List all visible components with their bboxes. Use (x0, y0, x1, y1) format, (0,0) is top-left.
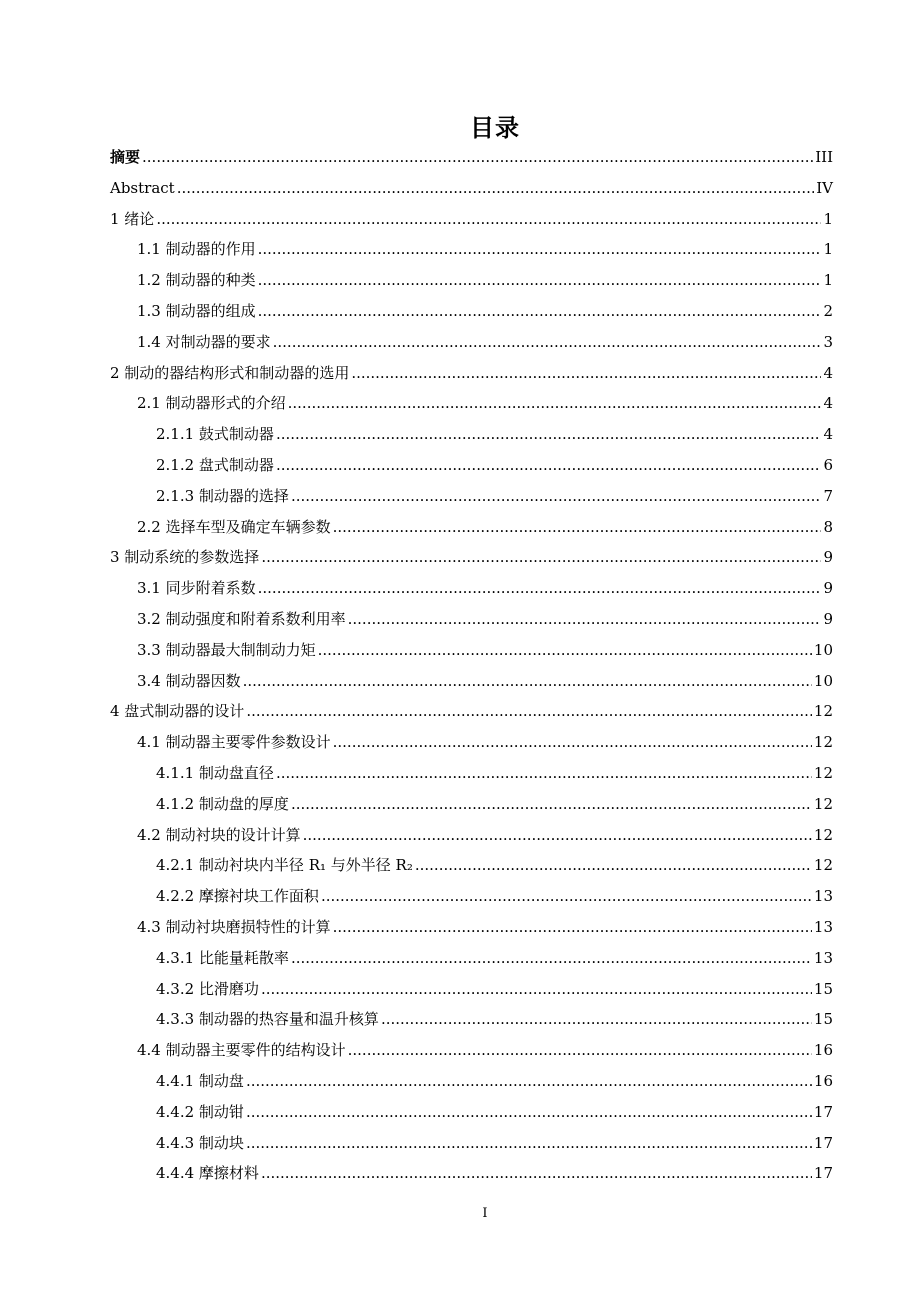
toc-entry-page: 9 (823, 548, 833, 567)
toc-entry-page: 12 (813, 764, 833, 782)
toc-leader-dots (261, 1160, 812, 1186)
toc-entry[interactable] (137, 668, 833, 694)
toc-entry-title: 4.2.2 摩擦衬块工作面积 (156, 887, 319, 906)
toc-leader-dots (415, 852, 812, 878)
toc-leader-dots (351, 360, 821, 386)
toc-entry-title: 4.4 制动器主要零件的结构设计 (137, 1041, 346, 1060)
toc-entry-title: 4.1.1 制动盘直径 (156, 764, 274, 782)
toc-entry[interactable] (137, 575, 833, 601)
toc-entry-page: 17 (813, 1133, 833, 1152)
toc-entry-page: 2 (823, 302, 833, 320)
toc-leader-dots (142, 144, 813, 170)
toc-entry-title: 摘要 (110, 148, 141, 166)
toc-leader-dots (273, 329, 822, 355)
toc-leader-dots (291, 483, 822, 509)
page-number: I (482, 1206, 488, 1221)
toc-leader-dots (276, 421, 822, 447)
toc-entry[interactable] (156, 1006, 833, 1032)
toc-entry-title: 4.4.3 制动块 (156, 1133, 244, 1152)
toc-entry-title: 4.2 制动衬块的设计计算 (137, 825, 301, 844)
toc-entry[interactable] (156, 1130, 833, 1156)
toc-entry-title: 4 盘式制动器的设计 (110, 702, 245, 721)
toc-leader-dots (333, 914, 812, 940)
toc-leader-dots (246, 1130, 812, 1156)
toc-entry-title: 4.3.1 比能量耗散率 (156, 948, 289, 967)
toc-entry-page: 1 (823, 240, 833, 259)
toc-entry[interactable] (156, 452, 833, 478)
toc-entry[interactable] (137, 329, 833, 355)
toc-entry-page: 9 (823, 610, 833, 628)
toc-entry-page: 13 (813, 887, 833, 906)
toc-entry[interactable] (156, 791, 833, 817)
toc-entry-page: 12 (813, 733, 833, 752)
toc-entry-title: 1.1 制动器的作用 (137, 240, 256, 259)
toc-entry[interactable] (137, 267, 833, 293)
toc-entry-title: 4.4.1 制动盘 (156, 1072, 244, 1090)
toc-entry-title: Abstract (110, 178, 175, 197)
toc-leader-dots (156, 206, 821, 232)
toc-entry[interactable] (110, 144, 833, 170)
toc-entry-title: 1.3 制动器的组成 (137, 302, 256, 320)
toc-entry[interactable] (156, 760, 833, 786)
toc-entry-page: 6 (823, 456, 833, 474)
toc-entry-title: 2 制动的器结构形式和制动器的选用 (110, 363, 350, 382)
toc-entry[interactable] (156, 852, 833, 878)
toc-entry-title: 1.2 制动器的种类 (137, 271, 256, 290)
toc-entry[interactable] (137, 914, 833, 940)
toc-leader-dots (291, 945, 812, 971)
toc-entry[interactable] (110, 544, 833, 570)
toc-entry[interactable] (156, 976, 833, 1002)
toc-entry-page: 10 (813, 640, 833, 659)
toc-leader-dots (288, 390, 822, 416)
toc-leader-dots (261, 976, 812, 1002)
toc-entry-title: 4.1 制动器主要零件参数设计 (137, 733, 331, 752)
toc-leader-dots (243, 668, 812, 694)
toc-entry-page: 15 (813, 1010, 833, 1029)
toc-entry[interactable] (137, 390, 833, 416)
toc-entry-page: 12 (813, 825, 833, 844)
toc-entry-page: 10 (813, 671, 833, 690)
toc-entry-title: 4.1.2 制动盘的厚度 (156, 794, 289, 813)
toc-leader-dots (258, 236, 822, 262)
toc-leader-dots (258, 298, 822, 324)
toc-entry-page: 7 (823, 486, 833, 505)
toc-entry[interactable] (137, 514, 833, 540)
toc-entry-page: 16 (813, 1072, 833, 1090)
toc-entry-page: 13 (813, 918, 833, 936)
toc-leader-dots (261, 544, 821, 570)
toc-entry[interactable] (137, 637, 833, 663)
toc-entry-page: 13 (813, 948, 833, 967)
toc-entry-title: 2.1.2 盘式制动器 (156, 456, 274, 474)
toc-leader-dots (291, 791, 812, 817)
toc-entry[interactable] (156, 421, 833, 447)
toc-entry-page: 4 (823, 425, 833, 444)
toc-leader-dots (276, 452, 822, 478)
toc-leader-dots (348, 1037, 812, 1063)
toc-leader-dots (246, 1099, 812, 1125)
toc-leader-dots (321, 883, 812, 909)
toc-entry-title: 3.2 制动强度和附着系数利用率 (137, 610, 346, 628)
toc-entry[interactable] (137, 822, 833, 848)
toc-entry-title: 4.4.4 摩擦材料 (156, 1164, 259, 1183)
toc-leader-dots (303, 822, 812, 848)
toc-leader-dots (381, 1006, 812, 1032)
toc-leader-dots (348, 606, 822, 632)
toc-entry-title: 2.1 制动器形式的介绍 (137, 394, 286, 413)
toc-entry-page: 3 (823, 332, 833, 351)
toc-entry-title: 3 制动系统的参数选择 (110, 548, 260, 567)
toc-entry-page: 17 (813, 1164, 833, 1183)
toc-entry-page: 8 (823, 517, 833, 536)
toc-entry-page: 17 (813, 1102, 833, 1121)
toc-entry-title: 4.3 制动衬块磨损特性的计算 (137, 918, 331, 936)
toc-entry[interactable] (156, 883, 833, 909)
toc-entry-page: 16 (813, 1041, 833, 1060)
toc-leader-dots (177, 175, 815, 201)
toc-entry[interactable] (137, 729, 833, 755)
toc-entry-title: 4.4.2 制动钳 (156, 1102, 244, 1121)
toc-entry-page: 1 (823, 209, 833, 228)
toc-entry-title: 3.4 制动器因数 (137, 671, 241, 690)
toc-leader-dots (276, 760, 812, 786)
toc-entry[interactable] (137, 1037, 833, 1063)
toc-entry[interactable] (156, 1160, 833, 1186)
toc-leader-dots (333, 514, 822, 540)
toc-entry[interactable] (110, 360, 833, 386)
toc-entry-page: 12 (813, 794, 833, 813)
toc-leader-dots (258, 267, 822, 293)
toc-entry[interactable] (156, 483, 833, 509)
toc-entry-title: 2.1.3 制动器的选择 (156, 486, 289, 505)
toc-entry-page: 15 (813, 979, 833, 998)
toc-entry[interactable] (137, 298, 833, 324)
toc-entry-page: 4 (823, 394, 833, 413)
toc-entry-title: 3.1 同步附着系数 (137, 579, 256, 598)
toc-entry-title: 4.3.2 比滑磨功 (156, 979, 259, 998)
toc-entry[interactable] (156, 1099, 833, 1125)
toc-entry-title: 3.3 制动器最大制制动力矩 (137, 640, 316, 659)
toc-entry-title: 4.3.3 制动器的热容量和温升核算 (156, 1010, 379, 1029)
toc-entry-title: 2.1.1 鼓式制动器 (156, 425, 274, 444)
toc-entry-title: 2.2 选择车型及确定车辆参数 (137, 517, 331, 536)
toc-entry-page: 12 (813, 856, 833, 875)
toc-entry-page: III (815, 148, 833, 166)
toc-entry[interactable] (137, 236, 833, 262)
toc-entry-page: 1 (823, 271, 833, 290)
toc-title: 目录 (470, 114, 520, 142)
toc-entry-title: 4.2.1 制动衬块内半径 R₁ 与外半径 R₂ (156, 856, 413, 875)
toc-entry-page: IV (816, 178, 833, 197)
toc-entry-title: 1.4 对制动器的要求 (137, 332, 271, 351)
toc-leader-dots (318, 637, 812, 663)
toc-entry[interactable] (156, 1068, 833, 1094)
toc-entry[interactable] (110, 206, 833, 232)
toc-entry-page: 12 (813, 702, 833, 721)
toc-entry-title: 1 绪论 (110, 209, 155, 228)
toc-entry[interactable] (110, 698, 833, 724)
toc-entry-page: 4 (823, 363, 833, 382)
toc-leader-dots (258, 575, 822, 601)
toc-entry[interactable] (137, 606, 833, 632)
toc-entry-page: 9 (823, 579, 833, 598)
toc-leader-dots (246, 1068, 812, 1094)
toc-leader-dots (333, 729, 812, 755)
toc-leader-dots (246, 698, 812, 724)
toc-entry[interactable] (110, 175, 833, 201)
toc-entry[interactable] (156, 945, 833, 971)
